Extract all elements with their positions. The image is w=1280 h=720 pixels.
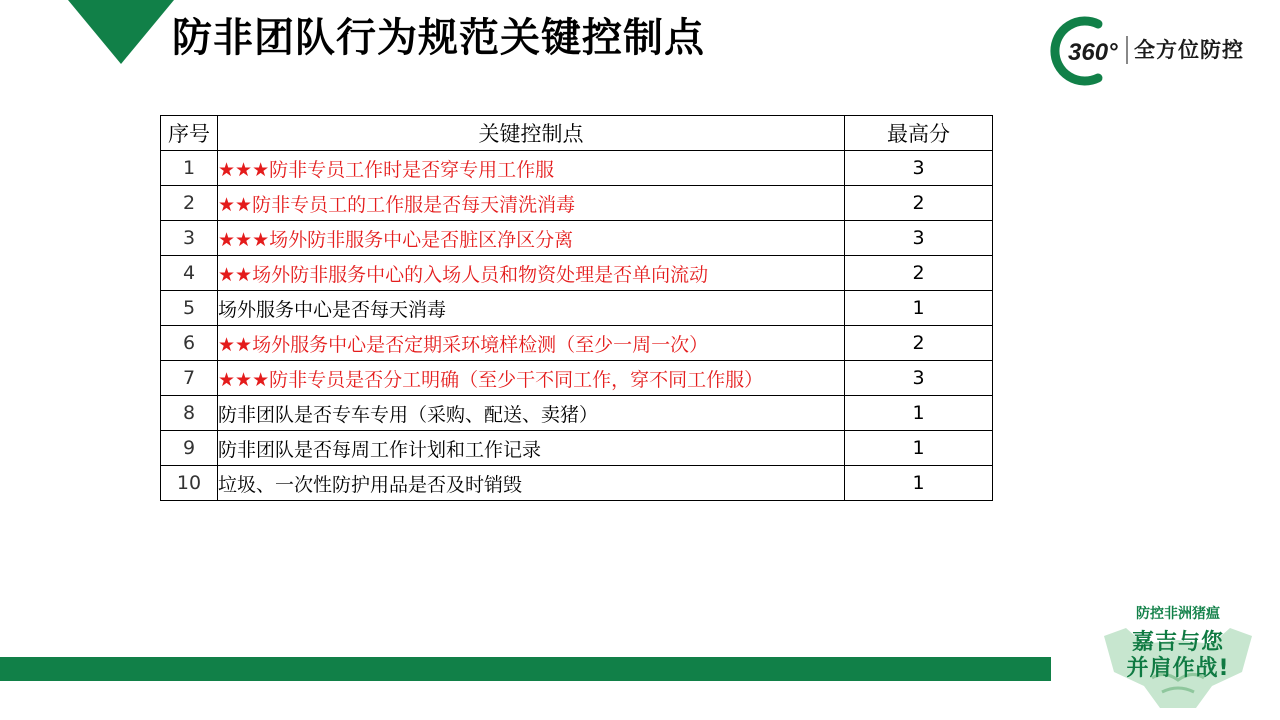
logo-mark: 360° bbox=[1068, 39, 1118, 66]
badge-slogan-line1: 嘉吉与您 bbox=[1131, 630, 1224, 655]
row-score: 1 bbox=[845, 431, 993, 466]
slide-title: 防非团队行为规范关键控制点 bbox=[172, 15, 705, 61]
table-row bbox=[161, 221, 993, 256]
row-score: 1 bbox=[845, 466, 993, 501]
table-row bbox=[161, 186, 993, 221]
row-score: 2 bbox=[845, 256, 993, 291]
table-row bbox=[161, 326, 993, 361]
row-no: 6 bbox=[161, 326, 218, 361]
row-item: 场外服务中心是否每天消毒 bbox=[218, 291, 845, 326]
row-no: 5 bbox=[161, 291, 218, 326]
row-item: 垃圾、一次性防护用品是否及时销毁 bbox=[218, 466, 845, 501]
row-item: ★★★防非专员工作时是否穿专用工作服 bbox=[218, 151, 845, 186]
table-row bbox=[161, 151, 993, 186]
logo-text: 全方位防控 bbox=[1134, 38, 1244, 62]
header-no: 序号 bbox=[161, 116, 218, 151]
row-item: ★★场外服务中心是否定期采环境样检测（至少一周一次） bbox=[218, 326, 845, 361]
table-row bbox=[161, 466, 993, 501]
row-no: 9 bbox=[161, 431, 218, 466]
row-no: 8 bbox=[161, 396, 218, 431]
table-header-row bbox=[161, 116, 993, 151]
row-item: 防非团队是否每周工作计划和工作记录 bbox=[218, 431, 845, 466]
badge-slogan-line2: 并肩作战! bbox=[1126, 656, 1230, 681]
row-score: 1 bbox=[845, 396, 993, 431]
logo-divider bbox=[1126, 36, 1128, 64]
control-points-table bbox=[160, 115, 993, 501]
row-item: ★★★防非专员是否分工明确（至少干不同工作，穿不同工作服） bbox=[218, 361, 845, 396]
row-no: 1 bbox=[161, 151, 218, 186]
row-score: 2 bbox=[845, 326, 993, 361]
row-score: 3 bbox=[845, 221, 993, 256]
row-score: 3 bbox=[845, 361, 993, 396]
row-no: 10 bbox=[161, 466, 218, 501]
badge-subtitle: 防控非洲猪瘟 bbox=[1136, 606, 1220, 622]
table-row bbox=[161, 256, 993, 291]
table-row bbox=[161, 431, 993, 466]
row-item: ★★★场外防非服务中心是否脏区净区分离 bbox=[218, 221, 845, 256]
row-item: ★★场外防非服务中心的入场人员和物资处理是否单向流动 bbox=[218, 256, 845, 291]
row-score: 3 bbox=[845, 151, 993, 186]
row-score: 1 bbox=[845, 291, 993, 326]
header-item: 关键控制点 bbox=[218, 116, 845, 151]
footer-green-bar bbox=[0, 657, 1051, 681]
table-row bbox=[161, 291, 993, 326]
header-score: 最高分 bbox=[845, 116, 993, 151]
row-item: 防非团队是否专车专用（采购、配送、卖猪） bbox=[218, 396, 845, 431]
row-no: 7 bbox=[161, 361, 218, 396]
table-row bbox=[161, 396, 993, 431]
row-no: 4 bbox=[161, 256, 218, 291]
row-no: 3 bbox=[161, 221, 218, 256]
row-score: 2 bbox=[845, 186, 993, 221]
row-item: ★★防非专员工的工作服是否每天清洗消毒 bbox=[218, 186, 845, 221]
table-row bbox=[161, 361, 993, 396]
row-no: 2 bbox=[161, 186, 218, 221]
corner-triangle-decoration bbox=[68, 0, 174, 64]
